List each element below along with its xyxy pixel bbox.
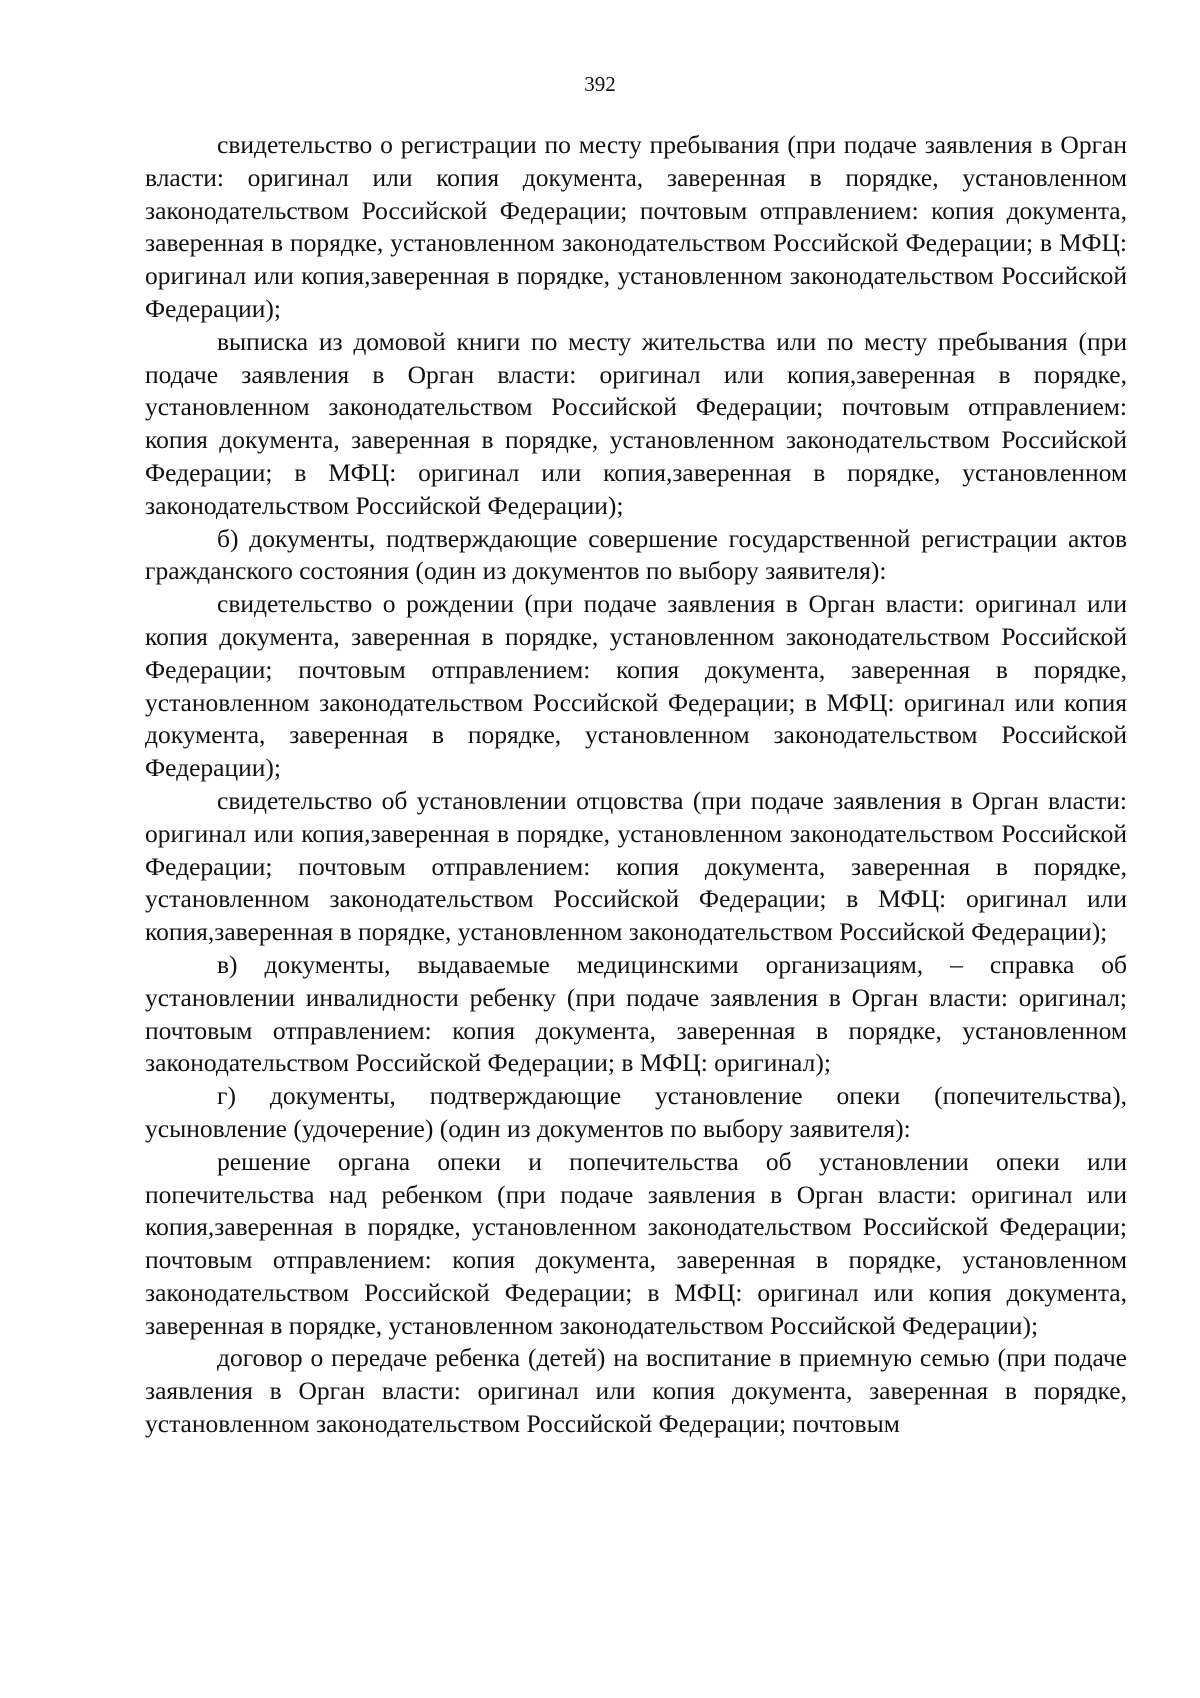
page-number: 392 xyxy=(584,72,616,96)
paragraph-birth-certificate: свидетельство о рождении (при подаче заявления в Орган власти: оригинал или копия документа, заверенная в порядке, установленном законодательством Российской Федерации; почтовым отправлением: копия документа, заверенная в порядке, установленном законодательством Российской Федерации; в МФЦ: оригинал или копия документа, заверенная в порядке, установленном законодательством Российской Федерации); xyxy=(145,589,1127,783)
paragraph-guardianship-decision: решение органа опеки и попечительства об установлении опеки или попечительства над ребенком (при подаче заявления в Орган власти: оригинал или копия,заверенная в порядке, установленном законодательством Российской Федерации; почтовым отправлением: копия документа, заверенная в порядке, установленном законодательством Российской Федерации; в МФЦ: оригинал или копия документа, заверенная в порядке, установленном законодательством Российской Федерации); xyxy=(145,1146,1127,1340)
paragraph-medical-documents: в) документы, выдаваемые медицинскими организациям, – справка об установлении инвалидности ребенку (при подаче заявления в Орган власти: оригинал; почтовым отправлением: копия документа, заверенная в порядке, установленном законодательством Российской Федерации; в МФЦ: оригинал); xyxy=(145,949,1127,1078)
paragraph-paternity-certificate: свидетельство об установлении отцовства (при подаче заявления в Орган власти: оригинал или копия,заверенная в порядке, установленном законодательством Российской Федерации; почтовым отправлением: копия документа, заверенная в порядке, установленном законодательством Российской Федерации; в МФЦ: оригинал или копия,заверенная в порядке, установленном законодательством Российской Федерации); xyxy=(145,785,1127,947)
paragraph-house-book-extract: выписка из домовой книги по месту жительства или по месту пребывания (при подаче заявления в Орган власти: оригинал или копия,заверенная в порядке, установленном законодательством Российской Федерации; почтовым отправлением: копия документа, заверенная в порядке, установленном законодательством Российской Федерации; в МФЦ: оригинал или копия,заверенная в порядке, установленном законодательством Российской Федерации); xyxy=(145,326,1127,520)
paragraph-guardianship-documents: г) документы, подтверждающие установление опеки (попечительства), усыновление (удочерение) (один из документов по выбору заявителя): xyxy=(145,1081,1127,1143)
paragraph-foster-family-agreement: договор о передаче ребенка (детей) на воспитание в приемную семью (при подаче заявления в Орган власти: оригинал или копия документа, заверенная в порядке, установленном законодательством Российской Федерации; почтовым xyxy=(145,1343,1127,1439)
paragraph-registration-certificate: свидетельство о регистрации по месту пребывания (при подаче заявления в Орган власти: оригинал или копия документа, заверенная в порядке, установленном законодательством Российской Федерации; почтовым отправлением: копия документа, заверенная в порядке, установленном законодательством Российской Федерации; в МФЦ: оригинал или копия,заверенная в порядке, установленном законодательством Российской Федерации); xyxy=(145,130,1127,323)
body-text xyxy=(145,129,1127,1441)
paragraph-civil-status-documents: б) документы, подтверждающие совершение государственной регистрации актов гражданского состояния (один из документов по выбору заявителя): xyxy=(145,523,1127,586)
